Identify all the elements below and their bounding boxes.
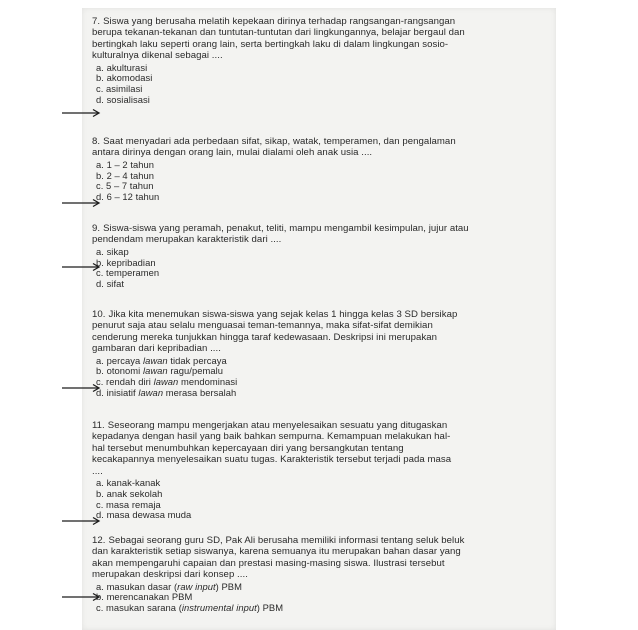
- option-d[interactable]: d. inisiatif lawan merasa bersalah: [96, 387, 237, 399]
- question-11: [92, 420, 552, 521]
- option-a[interactable]: a. akulturasi: [96, 61, 148, 73]
- question-7-stem: 7. Siswa yang berusaha melatih kepekaan dirinya terhadap rangsangan-rangsangan berupa tekanan-tekanan dan tuntutan-tuntutan dari lingkungannya, belajar bergaul dan bertingkah laku seperti orang lain, serta bertingkah laku di dalam lingkungan sosio- kulturalnya dikenal sebagai ....: [92, 16, 465, 62]
- question-number: 12.: [92, 535, 106, 546]
- question-12: [92, 535, 552, 614]
- question-number: 10.: [92, 309, 106, 320]
- question-12-options: [96, 582, 552, 614]
- option-b[interactable]: b. kepribadian: [96, 256, 156, 268]
- answer-arrow-icon: [60, 108, 100, 118]
- option-b[interactable]: b. 2 – 4 tahun: [96, 169, 155, 181]
- answer-arrow-icon: [60, 198, 100, 208]
- question-number: 7.: [92, 16, 101, 27]
- question-number: 9.: [92, 223, 101, 234]
- answer-arrow-icon: [60, 262, 100, 272]
- option-b[interactable]: b. akomodasi: [96, 72, 153, 84]
- option-c[interactable]: c. asimilasi: [96, 83, 143, 95]
- question-11-options: [96, 478, 552, 521]
- question-8-options: [96, 160, 552, 203]
- option-a[interactable]: a. 1 – 2 tahun: [96, 158, 155, 170]
- question-number: 8.: [92, 136, 101, 147]
- question-11-stem: 11. Seseorang mampu mengerjakan atau menyelesaikan sesuatu yang ditugaskan kepadanya dengan hasil yang baik bahkan sempurna. Kemampuan melakukan hal- hal tersebut menumbuhkan kepercayaan diri yang bersangkutan tentang kecakapannya menyelesaikan suatu tugas. Karakteristik tersebut terjadi pada masa ....: [92, 420, 452, 477]
- option-a[interactable]: a. masukan dasar (raw input) PBM: [96, 580, 242, 592]
- answer-arrow-icon: [60, 592, 100, 602]
- option-d[interactable]: d. 6 – 12 tahun: [96, 191, 160, 203]
- question-10-options: [96, 356, 552, 399]
- question-7: [92, 16, 552, 106]
- option-c[interactable]: c. rendah diri lawan mendominasi: [96, 376, 238, 388]
- option-d[interactable]: d. masa dewasa muda: [96, 509, 192, 521]
- option-a[interactable]: a. percaya lawan tidak percaya: [96, 354, 227, 366]
- question-10: [92, 309, 552, 399]
- question-number: 11.: [92, 420, 105, 431]
- question-8-stem: 8. Saat menyadari ada perbedaan sifat, sikap, watak, temperamen, dan pengalaman antara dirinya dengan orang lain, mulai dialami oleh anak usia ....: [92, 136, 456, 159]
- question-10-stem: 10. Jika kita menemukan siswa-siswa yang sejak kelas 1 hingga kelas 3 SD bersikap penurut saja atau selalu menguasai teman-temannya, maka sifat-sifat demikian cenderung mereka tunjukkan hingga taraf kedewasaan. Deskripsi ini merupakan gambaran dari kepribadian ....: [92, 309, 458, 355]
- option-b[interactable]: b. otonomi lawan ragu/pemalu: [96, 365, 224, 377]
- option-d[interactable]: d. sifat: [96, 278, 125, 290]
- question-8: [92, 136, 552, 203]
- question-9-stem: 9. Siswa-siswa yang peramah, penakut, teliti, mampu mengambil kesimpulan, jujur atau pendendam merupakan karakteristik dari ....: [92, 223, 469, 246]
- option-b[interactable]: b. merencanakan PBM: [96, 591, 193, 603]
- option-d[interactable]: d. sosialisasi: [96, 94, 150, 106]
- question-12-stem: 12. Sebagai seorang guru SD, Pak Ali berusaha memiliki informasi tentang seluk beluk dan karakteristik setiap siswanya, karena semuanya itu merupakan bahan dasar yang akan mempengaruhi capaian dan prestasi masing-masing siswa. Ilustrasi tersebut merupakan deskripsi dari konsep ....: [92, 535, 465, 581]
- option-c[interactable]: c. masa remaja: [96, 498, 161, 510]
- option-b[interactable]: b. anak sekolah: [96, 487, 163, 499]
- question-9-options: [96, 247, 552, 290]
- question-9: [92, 223, 552, 290]
- option-a[interactable]: a. kanak-kanak: [96, 477, 161, 489]
- option-a[interactable]: a. sikap: [96, 245, 129, 257]
- answer-arrow-icon: [60, 383, 100, 393]
- option-c[interactable]: c. masukan sarana (instrumental input) PBM: [96, 602, 284, 614]
- option-c[interactable]: c. temperamen: [96, 267, 160, 279]
- option-c[interactable]: c. 5 – 7 tahun: [96, 180, 154, 192]
- answer-arrow-icon: [60, 516, 100, 526]
- question-7-options: [96, 63, 552, 106]
